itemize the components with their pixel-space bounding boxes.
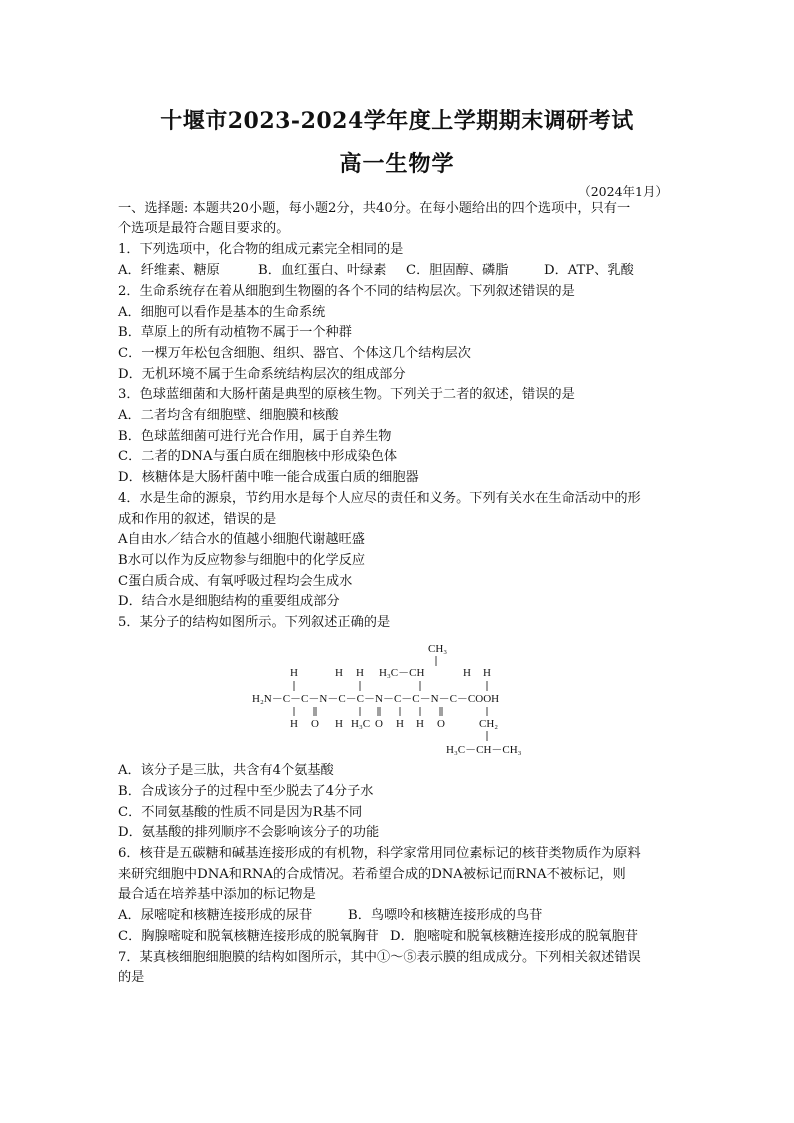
option-c: C．二者的DNA与蛋白质在细胞核中形成染色体 (118, 449, 398, 464)
question-stem: 6．核苷是五碳糖和碱基连接形成的有机物，科学家常用同位素标记的核苷类物质作为原料 (118, 846, 641, 861)
option-c: C．胆固醇、磷脂 (406, 263, 509, 278)
option-c: C．胸腺嘧啶和脱氧核糖连接形成的脱氧胸苷 (118, 929, 379, 944)
section-intro: 一、选择题: 本题共20小题，每小题2分，共40分。在每小题给出的四个选项中，只有一 (118, 201, 631, 216)
figure-bottom-label: H (396, 718, 404, 730)
option-a: A．二者均含有细胞壁、细胞膜和核酸 (118, 408, 339, 423)
option-d: D．无机环境不属于生命系统结构层次的组成部分 (118, 367, 406, 382)
figure-h-top: H (290, 667, 298, 679)
figure-bottom-label: O (437, 718, 445, 730)
question-options-row (118, 261, 678, 282)
option-c: C．不同氨基酸的性质不同是因为R基不同 (118, 805, 363, 820)
exam-title: 十堰市2023-2024学年度上学期期末调研考试 (160, 108, 634, 134)
option-a: A．纤维素、糖原 (118, 263, 220, 278)
figure-h-top: H (356, 667, 364, 679)
option-c: C．一棵万年松包含细胞、组织、器官、个体这几个结构层次 (118, 346, 471, 361)
exam-subtitle: 高一生物学 (339, 151, 455, 177)
figure-h-top: H (335, 667, 343, 679)
section-intro: 个选项是最符合题目要求的。 (118, 221, 290, 236)
option-b: B．血红蛋白、叶绿素 (258, 263, 387, 278)
option-b: B．草原上的所有动植物不属于一个种群 (118, 325, 352, 340)
exam-date: （2024年1月） (578, 184, 668, 199)
question-stem: 7．某真核细胞细胞膜的结构如图所示，其中①～⑤表示膜的组成成分。下列相关叙述错误 (118, 950, 641, 965)
question-stem: 成和作用的叙述，错误的是 (118, 512, 277, 527)
option-d: D．胞嘧啶和脱氧核糖连接形成的脱氧胞苷 (390, 929, 638, 944)
question-stem: 最合适在培养基中添加的标记物是 (118, 887, 316, 902)
figure-ch3-top: CH₃ (428, 643, 448, 655)
option-b: B．合成该分子的过程中至少脱去了4分子水 (118, 784, 374, 799)
figure-bottom-label: O (375, 718, 383, 730)
figure-bottom-label: H (416, 718, 424, 730)
option-d: D．氨基酸的排列顺序不会影响该分子的功能 (118, 825, 380, 840)
figure-main-chain: H₂N－C－C－N－C－C－N－C－C－N－C－COOH (252, 693, 500, 705)
option-d: D．结合水是细胞结构的重要组成部分 (118, 594, 340, 609)
option-c: C蛋白质合成、有氧呼吸过程均会生成水 (118, 574, 353, 589)
figure-bottom-label: H (290, 718, 298, 730)
question-options-row (118, 927, 678, 948)
figure-bottom-label: H₃C (351, 718, 371, 730)
question-stem: 3．色球蓝细菌和大肠杆菌是典型的原核生物。下列关于二者的叙述，错误的是 (118, 387, 575, 402)
question-stem: 4．水是生命的源泉，节约用水是每个人应尽的责任和义务。下列有关水在生命活动中的形 (118, 491, 641, 506)
question-stem: 2．生命系统存在着从细胞到生物圈的各个不同的结构层次。下列叙述错误的是 (118, 284, 575, 299)
option-b: B．鸟嘌呤和核糖连接形成的鸟苷 (348, 908, 543, 923)
figure-h-top: H (463, 667, 471, 679)
figure-ch2: CH₂ (479, 718, 499, 730)
figure-h-top: H (483, 667, 491, 679)
figure-side-chain: H₃C－CH－CH₃ (446, 744, 522, 756)
option-b: B水可以作为反应物参与细胞中的化学反应 (118, 553, 366, 568)
question-options-row (118, 906, 678, 927)
option-a: A自由水／结合水的值越小细胞代谢越旺盛 (118, 532, 365, 547)
option-a: A．该分子是三肽，共含有4个氨基酸 (118, 763, 334, 778)
figure-bottom-label: O (311, 718, 319, 730)
figure-bottom-label: H (335, 718, 343, 730)
option-a: A．尿嘧啶和核糖连接形成的尿苷 (118, 908, 313, 923)
question-stem: 1．下列选项中，化合物的组成元素完全相同的是 (118, 242, 404, 257)
question-stem: 的是 (118, 970, 145, 985)
option-d: D．ATP、乳酸 (544, 263, 634, 278)
option-b: B．色球蓝细菌可进行光合作用，属于自养生物 (118, 429, 392, 444)
question-stem: 5．某分子的结构如图所示。下列叙述正确的是 (118, 615, 391, 630)
option-d: D．核糖体是大肠杆菌中唯一能合成蛋白质的细胞器 (118, 470, 419, 485)
peptide-structure-figure (250, 638, 550, 762)
question-stem: 来研究细胞中DNA和RNA的合成情况。若希望合成的DNA被标记而RNA不被标记，则 (118, 867, 626, 882)
figure-h3c-ch: H₃C－CH (379, 667, 425, 679)
option-a: A．细胞可以看作是基本的生命系统 (118, 305, 326, 320)
